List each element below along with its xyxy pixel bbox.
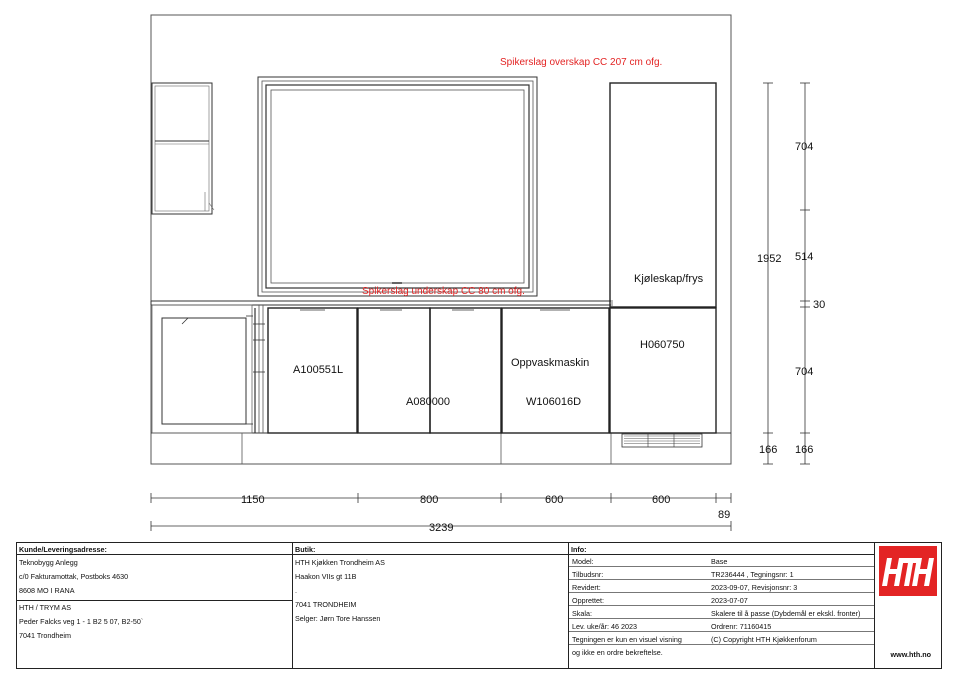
title-block (16, 542, 942, 669)
height-dimension-total (763, 83, 773, 464)
info-value: Base (711, 557, 728, 566)
customer-line: 7041 Trondheim (19, 631, 71, 640)
info-row-disclaimer-2 (569, 647, 874, 657)
info-value: Skalere til å passe (Dybdemål er ekskl. fronter) (711, 609, 861, 618)
open-wall-cabinet (152, 83, 214, 214)
hth-logo-icon (879, 546, 937, 596)
info-label: Lev. uke/år: 46 2023 (572, 622, 637, 631)
shop-line: . (295, 586, 297, 595)
dim-89: 89 (718, 509, 731, 521)
customer-column (17, 543, 293, 668)
customer-line: Teknobygg Anlegg (19, 558, 78, 567)
dim-600-b: 600 (652, 494, 671, 506)
label-w106016d: W106016D (526, 396, 582, 408)
dim-514: 514 (795, 251, 814, 263)
info-label: og ikke en ordre bekreftelse. (572, 648, 663, 657)
tall-fridge-cabinet (610, 83, 716, 433)
divider (17, 600, 292, 601)
info-row-scale (569, 608, 874, 619)
shop-line: 7041 TRONDHEIM (295, 600, 357, 609)
label-a100551l: A100551L (293, 364, 344, 376)
width-dimension-chain (151, 493, 731, 503)
dim-800: 800 (420, 494, 439, 506)
dim-704-lower: 704 (795, 366, 814, 378)
info-label: Model: (572, 557, 594, 566)
worktop (151, 301, 611, 305)
dim-166-left: 166 (759, 444, 778, 456)
label-a080000: A080000 (406, 396, 451, 408)
vent-grille (622, 434, 702, 447)
dim-1150: 1150 (241, 494, 265, 506)
info-row-created (569, 595, 874, 606)
base-cabinet-a080000 (358, 308, 501, 433)
info-label: Skala: (572, 609, 592, 618)
info-row-delivery (569, 621, 874, 632)
oven-cabinet (152, 305, 265, 433)
info-column (569, 543, 875, 668)
info-label: Tegningen er kun en visuel visning (572, 635, 682, 644)
info-value: TR236444 , Tegningsnr: 1 (711, 570, 794, 579)
website-label: www.hth.no (890, 650, 931, 659)
info-row-model (569, 556, 874, 567)
dim-30: 30 (813, 299, 826, 311)
customer-line: c/0 Fakturamottak, Postboks 4630 (19, 572, 129, 581)
shop-header: Butik: (293, 543, 568, 555)
shop-line: HTH Kjøkken Trondheim AS (295, 558, 385, 567)
customer-line: Peder Falcks veg 1 - 1 B2 5 07, B2-50` (19, 617, 144, 626)
label-h060750: H060750 (640, 339, 685, 351)
info-value: Ordrenr: 71160415 (711, 622, 772, 631)
info-label: Tilbudsnr: (572, 570, 604, 579)
label-oppvaskmaskin: Oppvaskmaskin (511, 357, 590, 369)
label-kjoleskap-frys: Kjøleskap/frys (634, 273, 704, 285)
shop-line: Haakon VIIs gt 11B (295, 572, 357, 581)
customer-line: HTH / TRYM AS (19, 603, 72, 612)
info-row-disclaimer (569, 634, 874, 645)
dim-3239: 3239 (429, 522, 454, 534)
window (258, 77, 537, 296)
lower-nailer-note: Spikerslag underskap CC 80 cm ofg. (362, 286, 525, 297)
info-value: 2023-09-07, Revisjonsnr: 3 (711, 583, 798, 592)
info-value: (C) Copyright HTH Kjøkkenforum (711, 635, 817, 644)
dim-600-a: 600 (545, 494, 564, 506)
info-label: Opprettet: (572, 596, 604, 605)
info-value: 2023-07-07 (711, 596, 748, 605)
shop-line: Selger: Jørn Tore Hanssen (295, 614, 381, 623)
dim-166-right: 166 (795, 444, 814, 456)
dim-1952: 1952 (757, 253, 782, 265)
info-row-revised (569, 582, 874, 593)
info-label: Revidert: (572, 583, 601, 592)
customer-header: Kunde/Leveringsadresse: (17, 543, 292, 555)
dishwasher-front (502, 308, 609, 433)
customer-line: 8608 MO I RANA (19, 586, 75, 595)
dim-704-upper: 704 (795, 141, 814, 153)
upper-nailer-note: Spikerslag overskap CC 207 cm ofg. (500, 57, 663, 68)
info-row-offer (569, 569, 874, 580)
shop-column (293, 543, 569, 668)
info-header: Info: (569, 543, 874, 555)
